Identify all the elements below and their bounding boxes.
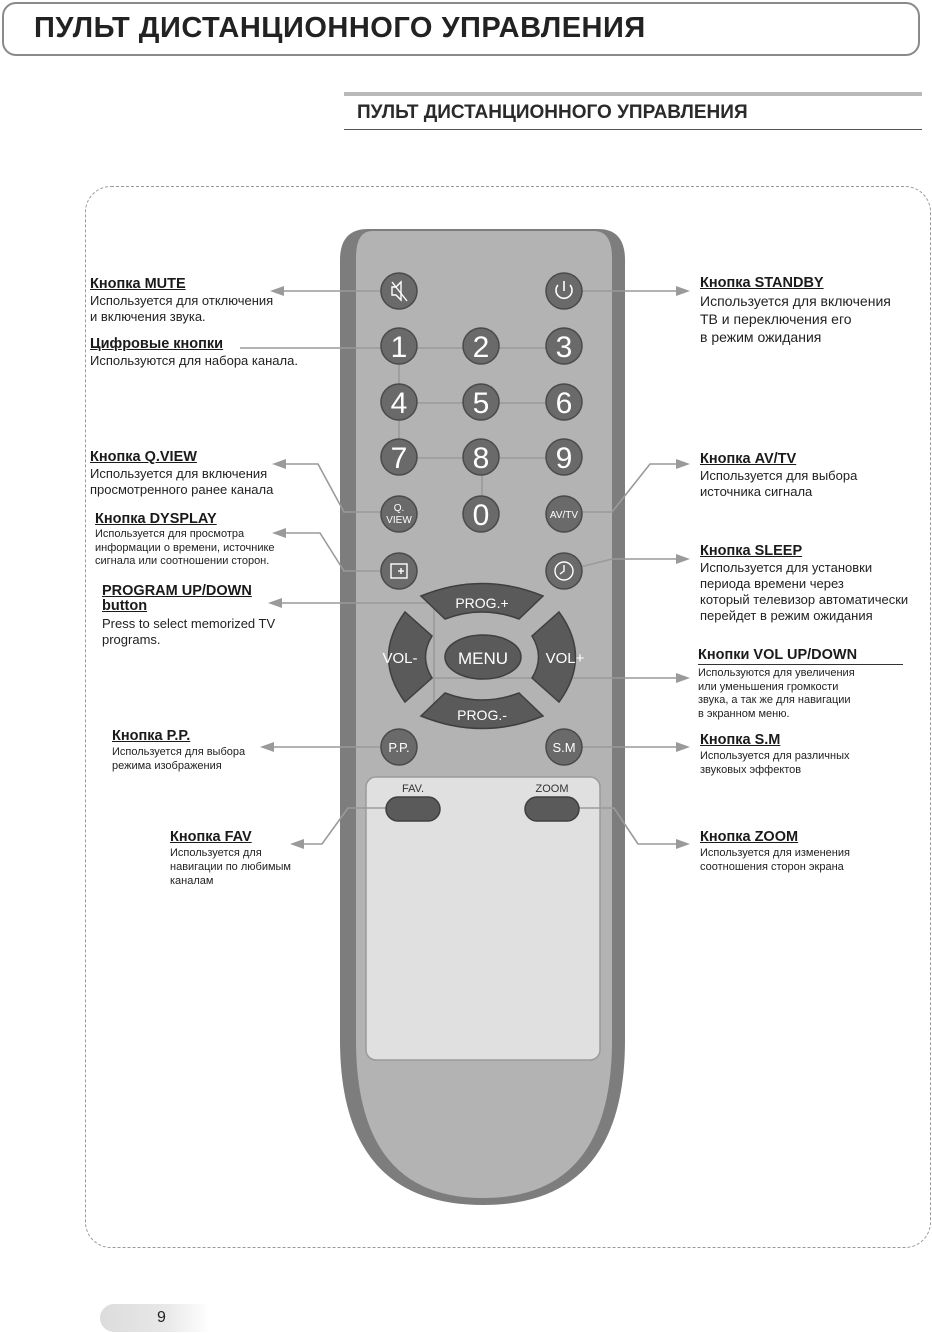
annotation-desc: Используется для навигации по любимым каналам [170,847,291,887]
digit-label-1: 1 [390,331,408,364]
page-number: 9 [157,1309,166,1326]
annotation-program [102,584,292,648]
annotation-desc: Используется для различных звуковых эффектов [700,750,850,776]
annotation-qview [90,449,300,498]
annotation-title: Кнопки VOL UP/DOWN [698,647,903,665]
avtv-label: AV/TV [549,510,579,521]
annotation-title: Кнопка ZOOM [700,829,799,845]
annotation-sleep [700,543,928,624]
page-title: ПУЛЬТ ДИСТАНЦИОННОГО УПРАВЛЕНИЯ [34,12,646,44]
annotation-desc: Используется для установки периода времени через который телевизор автоматически перейдет в режим ожидания [700,560,909,623]
annotation-mute [90,276,290,325]
qview-button [381,496,417,532]
annotation-fav [170,829,320,888]
annotation-title: Кнопка MUTE [90,276,186,292]
annotation-title: Кнопка AV/TV [700,451,797,467]
fav-label: FAV. [401,783,425,795]
annotation-desc: Press to select memorized TV programs. [102,616,276,647]
annotation-vol [698,647,908,721]
vol-down-label: VOL- [382,650,418,667]
digit-label-8: 8 [472,442,490,475]
annotation-title: Кнопка STANDBY [700,275,824,291]
pp-label: P.P. [388,740,410,755]
vol-up-label: VOL+ [545,650,585,667]
qview-label-2: VIEW [386,515,412,526]
annotation-title: Цифровые кнопки [90,336,224,352]
zoom-label: ZOOM [535,783,569,795]
annotation-avtv [700,451,900,500]
annotation-display [95,511,305,569]
annotation-title: Кнопка Q.VIEW [90,449,197,465]
page-number-tab [100,1304,210,1332]
menu-label: MENU [457,649,509,668]
annotation-desc: Используется для отключения и включения звука. [90,293,274,324]
digit-label-2: 2 [472,331,490,364]
digit-label-3: 3 [555,331,573,364]
qview-label-1: Q. [393,503,405,514]
sm-label: S.M [552,740,576,755]
digit-label-9: 9 [555,442,573,475]
annotation-pp [112,728,282,773]
annotation-desc: Используется для выбора режима изображения [112,746,246,772]
annotation-desc: Используется для выбора источника сигнала [700,468,858,499]
digit-label-6: 6 [555,387,573,420]
digit-label-5: 5 [472,387,490,420]
annotation-zoom [700,829,910,874]
fav-button [386,797,440,821]
section-title: ПУЛЬТ ДИСТАНЦИОННОГО УПРАВЛЕНИЯ [357,102,748,123]
annotation-standby [700,275,925,346]
annotation-desc: Используется для включения ТВ и переключения его в режим ожидания [700,293,891,345]
annotation-desc: Используются для увеличения или уменьшения громкости звука, а так же для навигации в экранном меню. [698,667,855,720]
annotation-desc: Используется для изменения соотношения сторон экрана [700,847,850,873]
annotation-title: PROGRAM UP/DOWN button [102,583,252,614]
annotation-title: Кнопка P.P. [112,728,191,744]
annotation-sm [700,732,900,777]
annotation-title: Кнопка FAV [170,829,252,845]
annotation-desc: Используется для включения просмотренного ранее канала [90,466,274,497]
annotation-digits [90,336,330,369]
prog-up-label: PROG.+ [455,595,509,611]
annotation-title: Кнопка S.M [700,732,781,748]
digit-label-7: 7 [390,442,408,475]
prog-down-label: PROG.- [457,707,507,723]
annotation-desc: Используются для набора канала. [90,353,298,368]
annotation-desc: Используется для просмотра информации о времени, источнике сигнала или соотношении сторон. [95,528,275,567]
zoom-button [525,797,579,821]
annotation-title: Кнопка SLEEP [700,543,803,559]
annotation-title: Кнопка DYSPLAY [95,511,217,527]
digit-label-0: 0 [472,499,490,532]
digit-label-4: 4 [390,387,408,420]
